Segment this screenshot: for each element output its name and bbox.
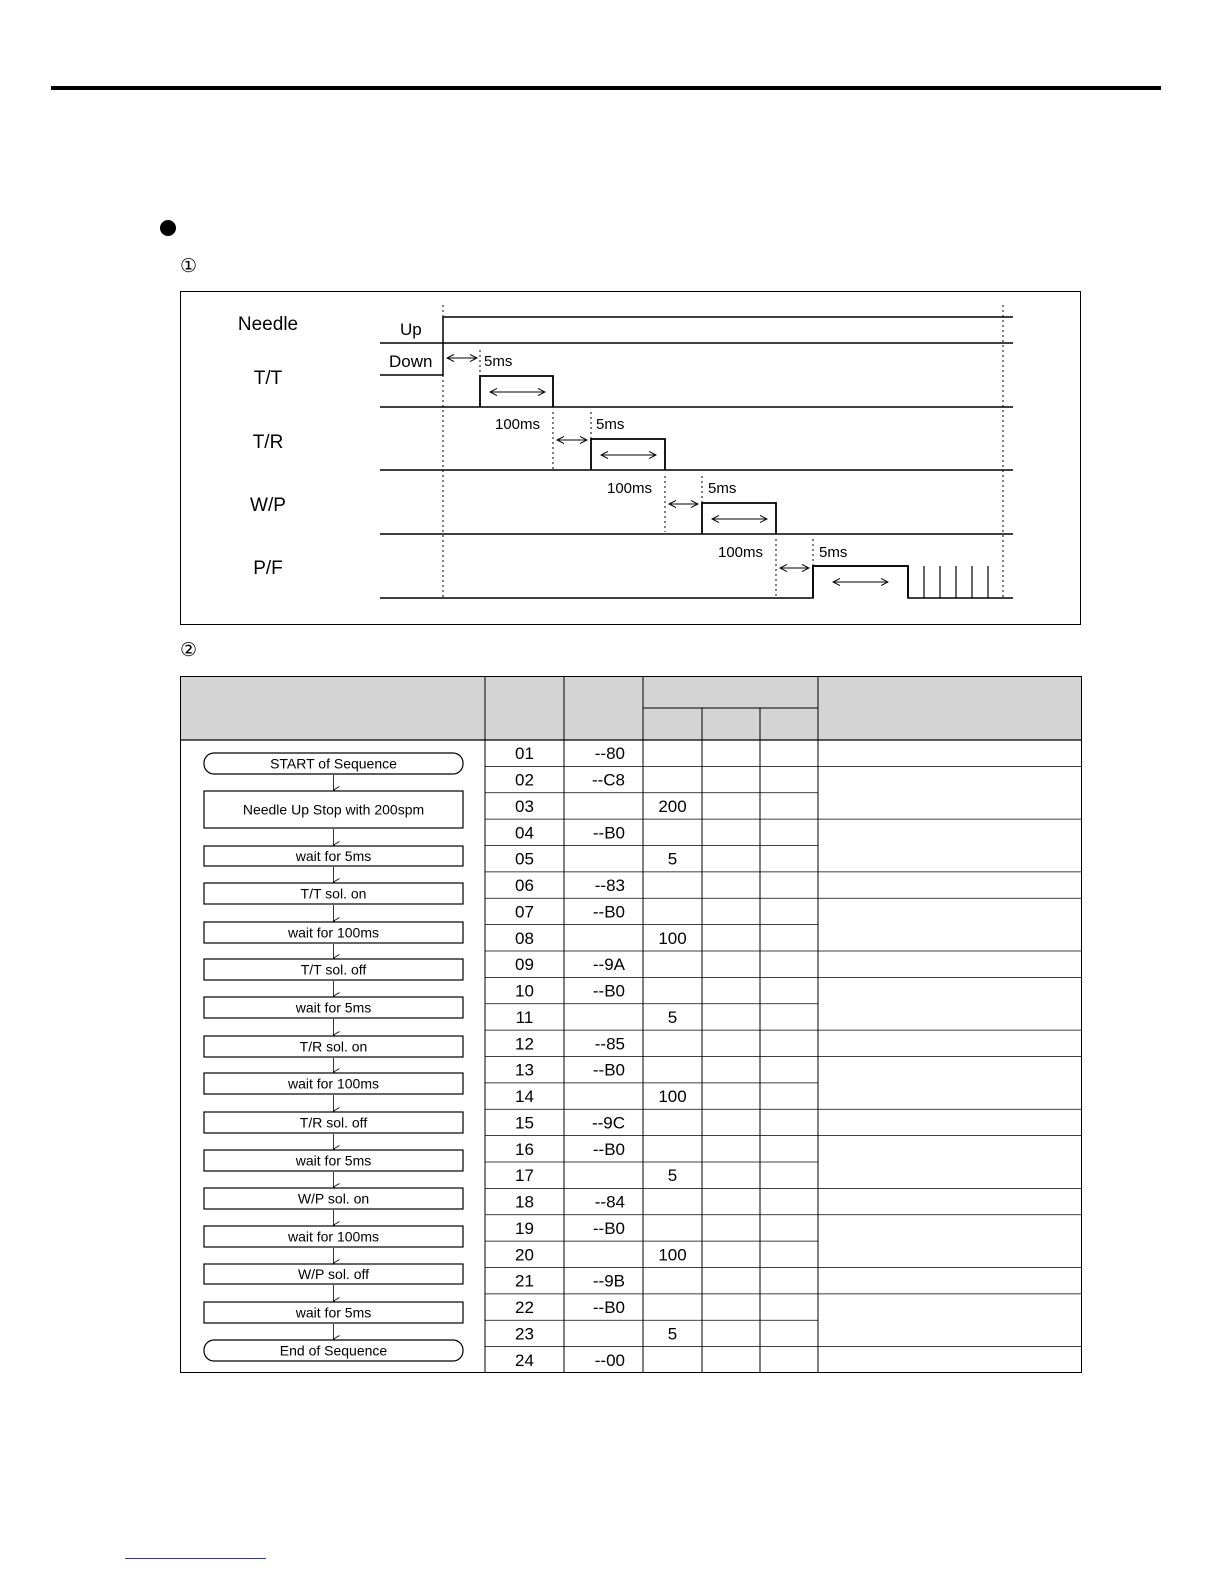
flowchart-box-label: W/P sol. on [297, 1190, 370, 1207]
flowchart-box-label: T/T sol. on [300, 885, 367, 902]
signal-label-tr: T/R [252, 432, 284, 453]
row-code: --B0 [592, 902, 625, 922]
flowchart-box-label: T/R sol. off [299, 1114, 368, 1131]
row-number: 17 [515, 1166, 534, 1186]
row-code: --B0 [592, 1139, 625, 1159]
needle-waveform [380, 317, 1013, 375]
tr-gap-label: 100ms [495, 416, 541, 433]
row-code: --B0 [592, 823, 625, 843]
row-value: 200 [658, 796, 687, 816]
row-number: 15 [515, 1113, 534, 1133]
row-code: --84 [594, 1192, 625, 1212]
row-number: 06 [515, 876, 534, 896]
row-value: 100 [658, 928, 687, 948]
row-number: 09 [515, 955, 534, 975]
flowchart-box-label: wait for 100ms [287, 1075, 380, 1092]
row-code: --9C [591, 1113, 625, 1133]
row-value: 5 [667, 849, 678, 869]
flowchart-box-label: T/T sol. off [300, 961, 367, 978]
row-number: 05 [515, 849, 534, 869]
row-code: --B0 [592, 981, 625, 1001]
row-value: 5 [667, 1166, 678, 1186]
wp-delay-label: 5ms [708, 480, 737, 497]
row-number: 01 [515, 744, 534, 764]
signal-label-tt: T/T [253, 368, 283, 389]
pf-delay-label: 5ms [819, 544, 848, 561]
flowchart-box-label: wait for 5ms [295, 999, 372, 1016]
row-code: --85 [594, 1034, 625, 1054]
row-number: 12 [515, 1034, 534, 1054]
figure-number-2: ② [180, 640, 198, 661]
row-code: --B0 [592, 1060, 625, 1080]
pf-waveform [380, 566, 1013, 598]
flowchart-box-label: wait for 100ms [287, 1228, 380, 1245]
flowchart-box-label: W/P sol. off [297, 1266, 370, 1282]
wp-gap-label: 100ms [607, 480, 653, 497]
row-value: 100 [658, 1087, 687, 1107]
row-value: 100 [658, 1245, 687, 1265]
row-code: --9B [592, 1271, 625, 1291]
row-number: 14 [515, 1087, 534, 1107]
row-number: 10 [515, 981, 534, 1001]
signal-label-needle: Needle [237, 314, 299, 335]
row-code: --83 [594, 876, 625, 896]
row-number: 04 [515, 823, 534, 843]
row-number: 16 [515, 1139, 534, 1159]
row-code: --C8 [591, 770, 625, 790]
row-code: --00 [594, 1350, 625, 1370]
row-number: 20 [515, 1245, 534, 1265]
row-number: 13 [515, 1060, 534, 1080]
flowchart-box-label: Needle Up Stop with 200spm [242, 801, 425, 818]
pf-gap-label: 100ms [718, 544, 764, 561]
row-number: 19 [515, 1218, 534, 1238]
row-number: 11 [515, 1007, 534, 1027]
flowchart-box-label: wait for 100ms [287, 924, 380, 941]
row-number: 24 [515, 1350, 534, 1370]
row-value: 5 [667, 1007, 678, 1027]
timing-chart [181, 292, 1082, 626]
row-number: 02 [515, 770, 534, 790]
flowchart-box-label: wait for 5ms [295, 1304, 372, 1321]
flowchart-box-label: START of Sequence [270, 755, 397, 772]
figure-number-1: ① [180, 256, 198, 277]
flowchart-box-label: wait for 5ms [295, 848, 372, 864]
top-rule [51, 86, 1161, 90]
flowchart-box-label: End of Sequence [279, 1342, 388, 1359]
flowchart-box-label: wait for 5ms [295, 1152, 372, 1169]
table-header-bg [180, 676, 1082, 740]
row-code: --9A [592, 955, 625, 975]
tr-delay-label: 5ms [596, 416, 625, 433]
row-value: 5 [667, 1324, 678, 1344]
sequence-table-grid [180, 676, 1082, 1374]
row-number: 22 [515, 1298, 534, 1318]
row-code: --B0 [592, 1218, 625, 1238]
bottom-link-underline [125, 1558, 266, 1559]
row-number: 23 [515, 1324, 534, 1344]
signal-label-wp: W/P [250, 495, 286, 516]
signal-label-pf: P/F [253, 558, 283, 579]
row-number: 18 [515, 1192, 534, 1212]
section-bullet [160, 220, 176, 236]
needle-up-label: Up [400, 320, 422, 339]
row-number: 08 [515, 928, 534, 948]
timing-diagram [180, 291, 1081, 625]
row-code: --80 [594, 744, 625, 764]
row-number: 21 [515, 1271, 534, 1291]
tt-delay-label: 5ms [484, 353, 513, 370]
flowchart-box-label: T/R sol. on [299, 1038, 368, 1055]
row-number: 07 [515, 902, 534, 922]
needle-down-label: Down [389, 352, 433, 371]
row-number: 03 [515, 796, 534, 816]
sequence-table [180, 676, 1082, 1374]
pf-ticks [924, 566, 988, 598]
row-code: --B0 [592, 1298, 625, 1318]
